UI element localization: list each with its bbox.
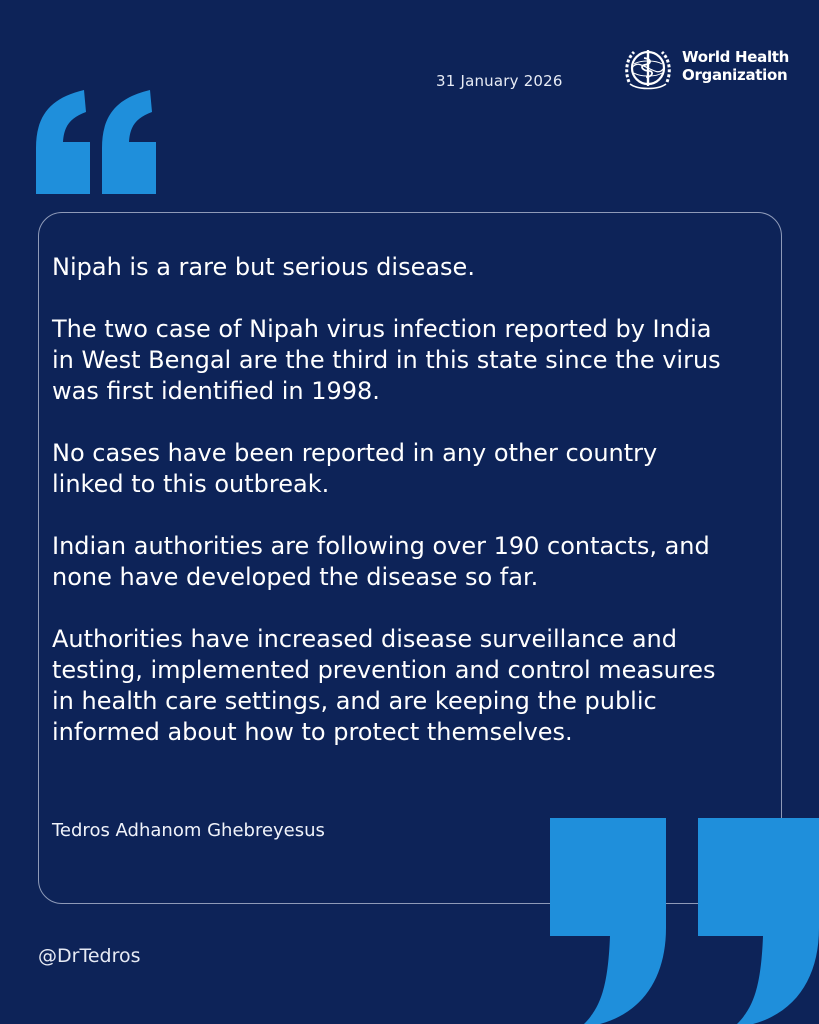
quote-author: Tedros Adhanom Ghebreyesus (52, 820, 325, 841)
statement-text (52, 252, 782, 779)
organization-name-line2: Organization (682, 66, 788, 84)
open-quote-icon (36, 90, 158, 194)
statement-paragraph: Authorities have increased disease surveillance and testing, implemented prevention and control measures in health care settings, and are keeping the public informed about how to protect themselves. (52, 625, 716, 746)
statement-paragraph: Indian authorities are following over 190 contacts, and none have developed the disease so far. (52, 532, 710, 591)
statement-paragraph: Nipah is a rare but serious disease. (52, 253, 475, 281)
statement-paragraph: The two case of Nipah virus infection reported by India in West Bengal are the third in this state since the virus was first identified in 1998. (52, 315, 721, 405)
statement-paragraph: No cases have been reported in any other country linked to this outbreak. (52, 439, 658, 498)
social-handle: @DrTedros (38, 945, 141, 967)
who-emblem-icon (620, 40, 676, 96)
who-logo (620, 40, 790, 96)
who-wordmark (682, 48, 789, 84)
organization-name-line1: World Health (682, 48, 790, 66)
date-label: 31 January 2026 (436, 72, 563, 90)
close-quote-icon (548, 818, 819, 1024)
